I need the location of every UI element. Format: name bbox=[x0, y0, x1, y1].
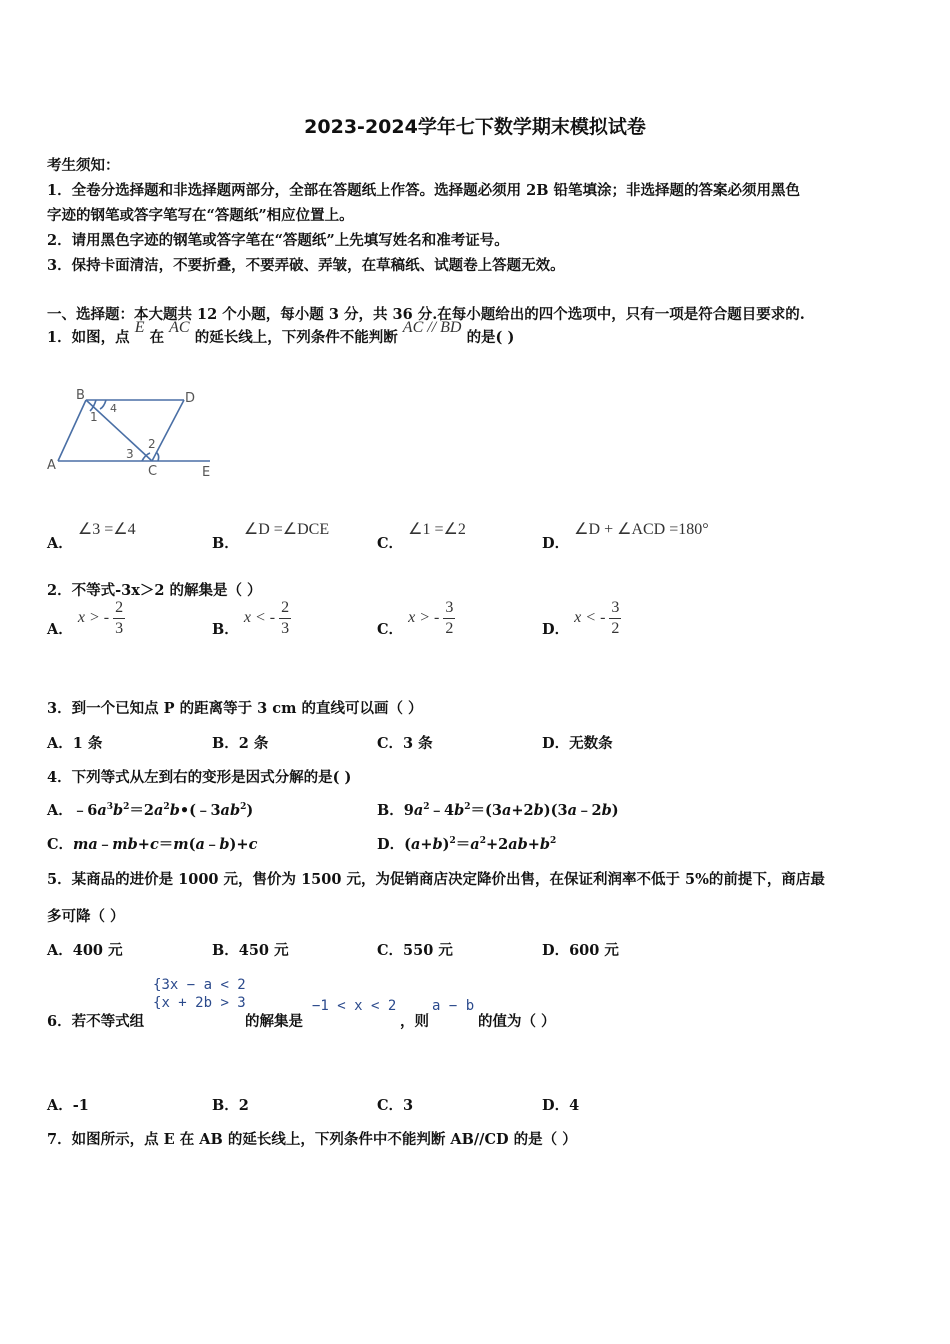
option-math: x < - $\frac{3}{2}$ bbox=[574, 599, 620, 637]
label-b: B bbox=[76, 388, 85, 403]
q6-system-line-1: {3x − a < 2 bbox=[153, 977, 246, 993]
option-math: x < - $\frac{2}{3}$ bbox=[243, 599, 290, 637]
q3-option-c[interactable]: C．3 条 bbox=[377, 735, 433, 752]
q4-option-d[interactable]: D．$(a+b)^2=a^2+2ab+b^2$ bbox=[377, 836, 557, 853]
label-c: C bbox=[148, 464, 158, 479]
notice-line-3: 3．保持卡面清洁，不要折叠，不要弄破、弄皱，在草稿纸、试题卷上答题无效。 bbox=[47, 257, 565, 274]
q6-system-line-2: {x + 2b > 3 bbox=[153, 995, 246, 1011]
q4-option-b[interactable]: B．$9a^2﹣4b^2=(3a+2b)(3a﹣2b)$ bbox=[377, 802, 619, 819]
q5-option-c[interactable]: C．550 元 bbox=[377, 942, 453, 959]
option-letter: B． bbox=[212, 535, 239, 552]
q6-expr: a − b bbox=[432, 998, 475, 1014]
notice-line-2: 2．请用黑色字迹的钢笔或答字笔在“答题纸”上先填写姓名和准考证号。 bbox=[47, 232, 509, 249]
q5-option-a[interactable]: A．400 元 bbox=[47, 942, 123, 959]
option-letter: B． bbox=[212, 621, 239, 639]
label-angle-1: 1 bbox=[90, 410, 98, 424]
q1-text-3: 的延长线上，下列条件不能判断 bbox=[194, 329, 398, 346]
label-d: D bbox=[185, 391, 196, 406]
question-2-stem: 2．不等式-3x＞2 的解集是（ ） bbox=[47, 582, 262, 599]
option-math: ∠3 =∠4 bbox=[77, 521, 136, 538]
option-math: x > - $\frac{3}{2}$ bbox=[408, 599, 454, 637]
label-angle-2: 2 bbox=[148, 437, 156, 451]
q6-text-1: 6．若不等式组 bbox=[47, 1013, 145, 1030]
q6-option-b[interactable]: B．2 bbox=[212, 1097, 249, 1114]
option-letter: A． bbox=[47, 621, 73, 639]
question-5-stem: 5．某商品的进价是 1000 元，售价为 1500 元，为促销商店决定降价出售，在保证利润率不低于 5%的前提下，商店最 bbox=[47, 871, 825, 888]
q1-figure bbox=[44, 385, 224, 485]
page-title: 2023-2024学年七下数学期末模拟试卷 bbox=[304, 116, 646, 138]
notice-heading: 考生须知： bbox=[47, 157, 120, 174]
option-letter: A． bbox=[47, 535, 73, 552]
option-letter: D． bbox=[542, 535, 570, 552]
q1-option-b[interactable] bbox=[212, 518, 330, 552]
option-letter: C． bbox=[377, 621, 404, 639]
q5-option-d[interactable]: D．600 元 bbox=[542, 942, 619, 959]
question-3-stem: 3．到一个已知点 P 的距离等于 3 cm 的直线可以画（ ） bbox=[47, 700, 423, 717]
label-e: E bbox=[202, 465, 211, 480]
q1-option-a[interactable] bbox=[47, 518, 136, 552]
q2-option-c[interactable] bbox=[377, 599, 455, 649]
option-math: ∠D + ∠ACD =180° bbox=[574, 521, 709, 538]
label-a: A bbox=[47, 458, 56, 473]
q1-option-d[interactable] bbox=[542, 518, 709, 552]
label-angle-4: 4 bbox=[110, 402, 117, 415]
q1-parallel: AC // BD bbox=[402, 319, 462, 336]
option-math: x > - $\frac{2}{3}$ bbox=[77, 599, 124, 637]
option-math: ∠D =∠DCE bbox=[243, 521, 330, 538]
option-letter: C． bbox=[377, 535, 404, 552]
q1-text-4: 的是( ) bbox=[466, 329, 515, 346]
q1-option-c[interactable] bbox=[377, 518, 466, 552]
label-angle-3: 3 bbox=[126, 447, 134, 461]
question-1-stem bbox=[47, 319, 515, 347]
q6-option-a[interactable]: A．-1 bbox=[47, 1097, 89, 1114]
line-ab bbox=[58, 400, 86, 461]
angle-arc-4 bbox=[100, 400, 106, 409]
q2-option-d[interactable] bbox=[542, 599, 621, 649]
q6-range: −1 < x < 2 bbox=[312, 998, 397, 1014]
question-5-stem-2: 多可降（ ） bbox=[47, 908, 125, 925]
q6-system bbox=[153, 976, 246, 1012]
angle-arc-2 bbox=[156, 452, 159, 461]
q6-text-3: ，则 bbox=[400, 1013, 429, 1030]
notice-line-1: 1．全卷分选择题和非选择题两部分，全部在答题纸上作答。选择题必须用 2B 铅笔填涂；非选择题的答案必须用黑色 bbox=[47, 182, 801, 199]
notice-line-1b: 字迹的钢笔或答字笔写在“答题纸”相应位置上。 bbox=[47, 207, 354, 224]
q1-text-1: 1．如图，点 bbox=[47, 329, 130, 346]
question-7-stem: 7．如图所示，点 E 在 AB 的延长线上，下列条件中不能判断 AB//CD 的是（ ） bbox=[47, 1131, 577, 1148]
q2-option-a[interactable] bbox=[47, 599, 125, 649]
q6-text-2: 的解集是 bbox=[245, 1013, 303, 1030]
q4-option-c[interactable]: C．ma﹣mb+c＝m(a﹣b)+c bbox=[47, 836, 258, 853]
q5-option-b[interactable]: B．450 元 bbox=[212, 942, 289, 959]
q1-text-2: 在 bbox=[149, 329, 165, 346]
q2-option-b[interactable] bbox=[212, 599, 291, 649]
q1-line-ac: AC bbox=[169, 319, 190, 336]
q3-option-a[interactable]: A．1 条 bbox=[47, 735, 103, 752]
q1-point-e: E bbox=[134, 319, 145, 336]
option-math: ∠1 =∠2 bbox=[408, 521, 466, 538]
question-4-stem: 4．下列等式从左到右的变形是因式分解的是( ) bbox=[47, 769, 352, 786]
q3-option-d[interactable]: D．无数条 bbox=[542, 735, 613, 752]
q6-option-d[interactable]: D．4 bbox=[542, 1097, 580, 1114]
q4-option-a[interactable]: A．$﹣6a^3b^2=2a^2b•(﹣3ab^2)$ bbox=[47, 802, 254, 819]
q6-text-4: 的值为（ ） bbox=[478, 1013, 556, 1030]
option-letter: D． bbox=[542, 621, 570, 639]
q6-option-c[interactable]: C．3 bbox=[377, 1097, 414, 1114]
q3-option-b[interactable]: B．2 条 bbox=[212, 735, 269, 752]
section-heading: 一、选择题：本大题共 12 个小题，每小题 3 分，共 36 分.在每小题给出的四个选项中，只有一项是符合题目要求的. bbox=[47, 306, 805, 323]
